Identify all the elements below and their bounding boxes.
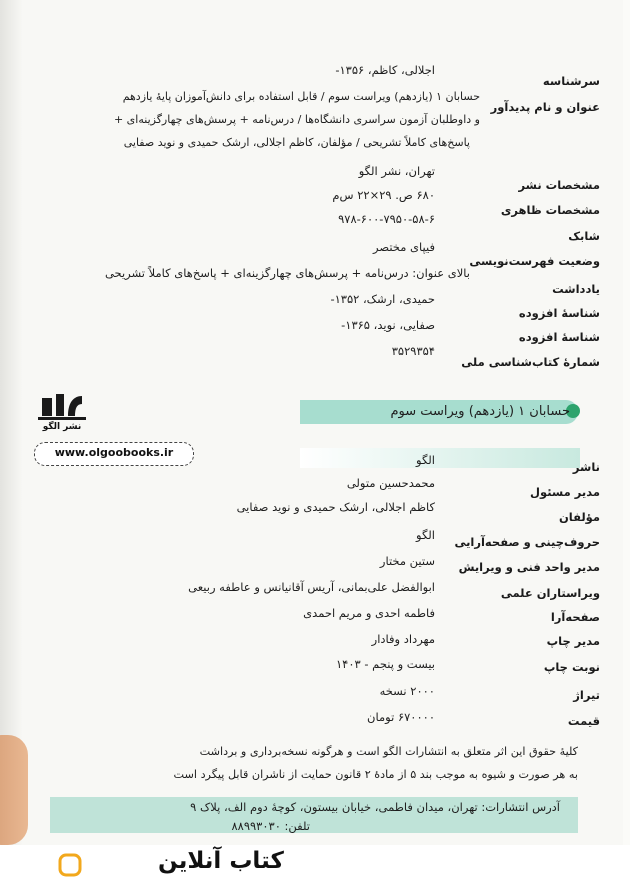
credit-value-print-manager: مهرداد وفادار — [371, 632, 435, 646]
value-title-line1: حسابان ۱ (یازدهم) ویراست سوم / قابل استفاده برای دانش‌آموزان پایهٔ یازدهم — [122, 90, 480, 103]
thumb — [0, 735, 28, 845]
value-added2: صفایی، نوید، ۱۳۶۵- — [341, 318, 435, 332]
credit-value-typesetting: الگو — [416, 528, 435, 542]
label-added2: شناسهٔ افزوده — [518, 330, 600, 344]
credit-value-publisher: الگو — [416, 453, 435, 467]
publisher-logo — [30, 386, 94, 436]
credit-value-price: ۶۷۰۰۰۰ تومان — [367, 710, 435, 724]
value-title-line2: و داوطلبان آزمون سراسری دانشگاه‌ها / درس‌نامه + پرسش‌های چهارگزینه‌ای + — [113, 113, 480, 126]
publisher-highlight — [300, 448, 580, 468]
label-note: یادداشت — [552, 282, 600, 296]
value-publication: تهران، نشر الگو — [358, 164, 435, 178]
label-added1: شناسهٔ افزوده — [518, 306, 600, 320]
footer-brand: کتاب آنلاین — [158, 848, 284, 874]
label-title: عنوان و نام پدیدآور — [490, 100, 600, 114]
credit-label-layout: صفحه‌آرا — [550, 610, 600, 624]
credit-value-technical: ستین مختار — [379, 554, 435, 568]
address-line: آدرس انتشارات: تهران، میدان فاطمی، خیابان بیستون، کوچهٔ دوم الف، پلاک ۹ — [190, 800, 560, 814]
page-shadow — [0, 0, 22, 845]
credit-value-edition: بیست و پنجم - ۱۴۰۳ — [335, 657, 435, 671]
value-status: فیپای مختصر — [373, 240, 435, 254]
website-url[interactable]: www.olgoobooks.ir — [54, 446, 174, 459]
value-physical: ۶۸۰ ص. ۲۹×۲۲ س‌م — [332, 188, 435, 202]
credit-value-circulation: ۲۰۰۰ نسخه — [379, 684, 435, 698]
credit-value-editors: ابوالفضل علی‌بمانی، آریس آقانیانس و عاطفه ربیعی — [188, 580, 435, 594]
label-isbn: شابک — [568, 229, 600, 243]
copyright-line2: به هر صورت و شیوه به موجب بند ۵ از مادهٔ ۲ قانون حمایت از ناشران قابل پیگرد است — [173, 768, 578, 781]
credit-label-editors: ویراستاران علمی — [500, 586, 600, 600]
credit-value-layout: فاطمه احدی و مریم احمدی — [303, 606, 435, 620]
credit-label-technical: مدیر واحد فنی و ویرایش — [458, 560, 600, 574]
label-physical: مشخصات ظاهری — [500, 203, 600, 217]
value-title-line3: پاسخ‌های کاملاً تشریحی / مؤلفان، کاظم اجلالی، ارشک حمیدی و نوید صفایی — [123, 136, 470, 149]
website-box[interactable] — [34, 442, 194, 466]
value-isbn: ۹۷۸-۶۰۰-۷۹۵۰-۵۸-۶ — [338, 212, 435, 226]
logo-label: نشر الگو — [42, 422, 82, 432]
value-national: ۳۵۲۹۳۵۴ — [391, 344, 435, 358]
label-national: شمارهٔ کتاب‌شناسی ملی — [461, 355, 600, 369]
credit-value-authors: کاظم اجلالی، ارشک حمیدی و نوید صفایی — [236, 500, 435, 514]
credit-label-publisher: ناشر — [572, 460, 600, 474]
footer-logo-icon — [58, 853, 82, 877]
credit-value-manager: محمدحسین متولی — [346, 476, 435, 490]
credit-label-manager: مدیر مسئول — [530, 485, 600, 499]
credit-label-price: قیمت — [567, 714, 600, 728]
value-note: بالای عنوان: درس‌نامه + پرسش‌های چهارگزینه‌ای + پاسخ‌های کاملاً تشریحی — [104, 266, 470, 280]
address-phone: تلفن: ۸۸۹۹۳۰۳۰ — [231, 819, 310, 833]
label-header: سرشناسه — [542, 74, 600, 88]
credit-label-authors: مؤلفان — [558, 510, 600, 524]
copyright-line1: کلیهٔ حقوق این اثر متعلق به انتشارات الگو است و هرگونه نسخه‌برداری و برداشت — [199, 745, 578, 758]
label-publication: مشخصات نشر — [518, 178, 600, 192]
credit-label-circulation: تیراژ — [573, 688, 600, 702]
credit-label-print-manager: مدیر چاپ — [546, 634, 600, 648]
value-added1: حمیدی، ارشک، ۱۳۵۲- — [330, 292, 435, 306]
credit-label-typesetting: حروف‌چینی و صفحه‌آرایی — [454, 535, 600, 549]
footer — [0, 845, 630, 891]
credit-label-edition: نوبت چاپ — [543, 660, 600, 674]
value-header: اجلالی، کاظم، ۱۳۵۶- — [335, 63, 435, 77]
label-status: وضعیت فهرست‌نویسی — [469, 254, 600, 268]
banner-title: حسابان ۱ (یازدهم) ویراست سوم — [390, 404, 570, 419]
